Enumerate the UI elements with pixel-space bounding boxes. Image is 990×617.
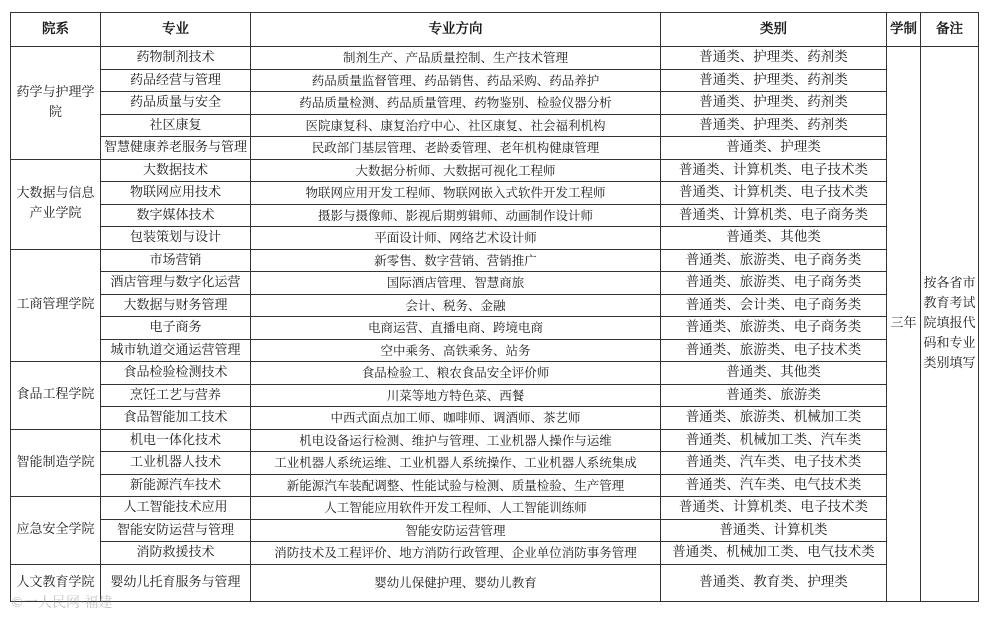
duration-cell: 三年	[887, 47, 921, 602]
table-row	[11, 294, 979, 317]
major-cell: 机电一体化技术	[101, 429, 251, 452]
college-cell: 应急安全学院	[11, 497, 101, 565]
table-row	[11, 114, 979, 137]
direction-cell: 摄影与摄像师、影视后期剪辑师、动画制作设计师	[251, 204, 661, 227]
table-row	[11, 474, 979, 497]
college-cell: 工商管理学院	[11, 249, 101, 362]
major-cell: 电子商务	[101, 317, 251, 340]
category-cell: 普通类、计算机类、电子技术类	[661, 182, 887, 205]
category-cell: 普通类、会计类、电子商务类	[661, 294, 887, 317]
header-major: 专业	[101, 13, 251, 47]
category-cell: 普通类、旅游类、电子商务类	[661, 249, 887, 272]
category-cell: 普通类、旅游类、机械加工类	[661, 407, 887, 430]
college-cell: 药学与护理学院	[11, 47, 101, 160]
header-duration: 学制	[887, 13, 921, 47]
watermark: ©一人民网·福建	[10, 595, 113, 611]
major-cell: 社区康复	[101, 114, 251, 137]
category-cell: 普通类、教育类、护理类	[661, 564, 887, 601]
category-cell: 普通类、护理类、药剂类	[661, 47, 887, 70]
category-cell: 普通类、计算机类、电子技术类	[661, 497, 887, 520]
table-row	[11, 497, 979, 520]
college-cell: 食品工程学院	[11, 362, 101, 430]
table-row	[11, 362, 979, 385]
major-cell: 城市轨道交通运营管理	[101, 339, 251, 362]
table-row	[11, 159, 979, 182]
category-cell: 普通类、护理类、药剂类	[661, 69, 887, 92]
major-cell: 烹饪工艺与营养	[101, 384, 251, 407]
direction-cell: 平面设计师、网络艺术设计师	[251, 227, 661, 250]
table-row	[11, 47, 979, 70]
category-cell: 普通类、汽车类、电子技术类	[661, 452, 887, 475]
category-cell: 普通类、旅游类	[661, 384, 887, 407]
major-cell: 市场营销	[101, 249, 251, 272]
note-cell: 按各省市教育考试院填报代码和专业类别填写	[921, 47, 979, 602]
direction-cell: 中西式面点加工师、咖啡师、调酒师、茶艺师	[251, 407, 661, 430]
table-row	[11, 92, 979, 115]
college-cell: 人文教育学院	[11, 564, 101, 601]
header-note: 备注	[921, 13, 979, 47]
direction-cell: 药品质量检测、药品质量管理、药物鉴别、检验仪器分析	[251, 92, 661, 115]
category-cell: 普通类、其他类	[661, 362, 887, 385]
category-cell: 普通类、汽车类、电气技术类	[661, 474, 887, 497]
table-row	[11, 317, 979, 340]
direction-cell: 空中乘务、高铁乘务、站务	[251, 339, 661, 362]
direction-cell: 人工智能应用软件开发工程师、人工智能训练师	[251, 497, 661, 520]
table-row	[11, 519, 979, 542]
category-cell: 普通类、机械加工类、汽车类	[661, 429, 887, 452]
direction-cell: 物联网应用开发工程师、物联网嵌入式软件开发工程师	[251, 182, 661, 205]
category-cell: 普通类、计算机类、电子商务类	[661, 204, 887, 227]
category-cell: 普通类、护理类、药剂类	[661, 114, 887, 137]
major-cell: 大数据与财务管理	[101, 294, 251, 317]
table-row	[11, 137, 979, 160]
direction-cell: 机电设备运行检测、维护与管理、工业机器人操作与运维	[251, 429, 661, 452]
header-category: 类别	[661, 13, 887, 47]
direction-cell: 消防技术及工程评价、地方消防行政管理、企业单位消防事务管理	[251, 542, 661, 565]
category-cell: 普通类、旅游类、电子技术类	[661, 339, 887, 362]
major-cell: 工业机器人技术	[101, 452, 251, 475]
table-row	[11, 272, 979, 295]
direction-cell: 新零售、数字营销、营销推广	[251, 249, 661, 272]
direction-cell: 川菜等地方特色菜、西餐	[251, 384, 661, 407]
direction-cell: 国际酒店管理、智慧商旅	[251, 272, 661, 295]
table-row	[11, 182, 979, 205]
major-cell: 食品智能加工技术	[101, 407, 251, 430]
category-cell: 普通类、旅游类、电子商务类	[661, 272, 887, 295]
table-row	[11, 204, 979, 227]
table-row	[11, 542, 979, 565]
major-cell: 包装策划与设计	[101, 227, 251, 250]
major-cell: 智能安防运营与管理	[101, 519, 251, 542]
direction-cell: 药品质量监督管理、药品销售、药品采购、药品养护	[251, 69, 661, 92]
major-cell: 智慧健康养老服务与管理	[101, 137, 251, 160]
major-cell: 药物制剂技术	[101, 47, 251, 70]
major-cell: 消防救援技术	[101, 542, 251, 565]
direction-cell: 医院康复科、康复治疗中心、社区康复、社会福利机构	[251, 114, 661, 137]
major-cell: 婴幼儿托育服务与管理	[101, 564, 251, 601]
header-direction: 专业方向	[251, 13, 661, 47]
category-cell: 普通类、其他类	[661, 227, 887, 250]
table-row	[11, 227, 979, 250]
direction-cell: 电商运营、直播电商、跨境电商	[251, 317, 661, 340]
direction-cell: 制剂生产、产品质量控制、生产技术管理	[251, 47, 661, 70]
table-row	[11, 564, 979, 601]
table-row	[11, 452, 979, 475]
table-row	[11, 407, 979, 430]
direction-cell: 大数据分析师、大数据可视化工程师	[251, 159, 661, 182]
category-cell: 普通类、护理类	[661, 137, 887, 160]
major-cell: 食品检验检测技术	[101, 362, 251, 385]
major-cell: 药品质量与安全	[101, 92, 251, 115]
major-cell: 大数据技术	[101, 159, 251, 182]
major-cell: 酒店管理与数字化运营	[101, 272, 251, 295]
direction-cell: 婴幼儿保健护理、婴幼儿教育	[251, 564, 661, 601]
header-row	[11, 13, 979, 47]
table-row	[11, 339, 979, 362]
table-row	[11, 429, 979, 452]
major-cell: 物联网应用技术	[101, 182, 251, 205]
major-cell: 新能源汽车技术	[101, 474, 251, 497]
category-cell: 普通类、旅游类、电子商务类	[661, 317, 887, 340]
category-cell: 普通类、机械加工类、电气技术类	[661, 542, 887, 565]
direction-cell: 食品检验工、粮农食品安全评价师	[251, 362, 661, 385]
direction-cell: 民政部门基层管理、老龄委管理、老年机构健康管理	[251, 137, 661, 160]
major-cell: 药品经营与管理	[101, 69, 251, 92]
category-cell: 普通类、计算机类	[661, 519, 887, 542]
majors-table	[10, 12, 979, 602]
table-row	[11, 384, 979, 407]
college-cell: 大数据与信息产业学院	[11, 159, 101, 249]
category-cell: 普通类、护理类、药剂类	[661, 92, 887, 115]
table-body	[11, 47, 979, 602]
category-cell: 普通类、计算机类、电子技术类	[661, 159, 887, 182]
direction-cell: 会计、税务、金融	[251, 294, 661, 317]
table-row	[11, 249, 979, 272]
direction-cell: 新能源汽车装配调整、性能试验与检测、质量检验、生产管理	[251, 474, 661, 497]
direction-cell: 智能安防运营管理	[251, 519, 661, 542]
college-cell: 智能制造学院	[11, 429, 101, 497]
table-row	[11, 69, 979, 92]
major-cell: 人工智能技术应用	[101, 497, 251, 520]
major-cell: 数字媒体技术	[101, 204, 251, 227]
direction-cell: 工业机器人系统运维、工业机器人系统操作、工业机器人系统集成	[251, 452, 661, 475]
header-college: 院系	[11, 13, 101, 47]
